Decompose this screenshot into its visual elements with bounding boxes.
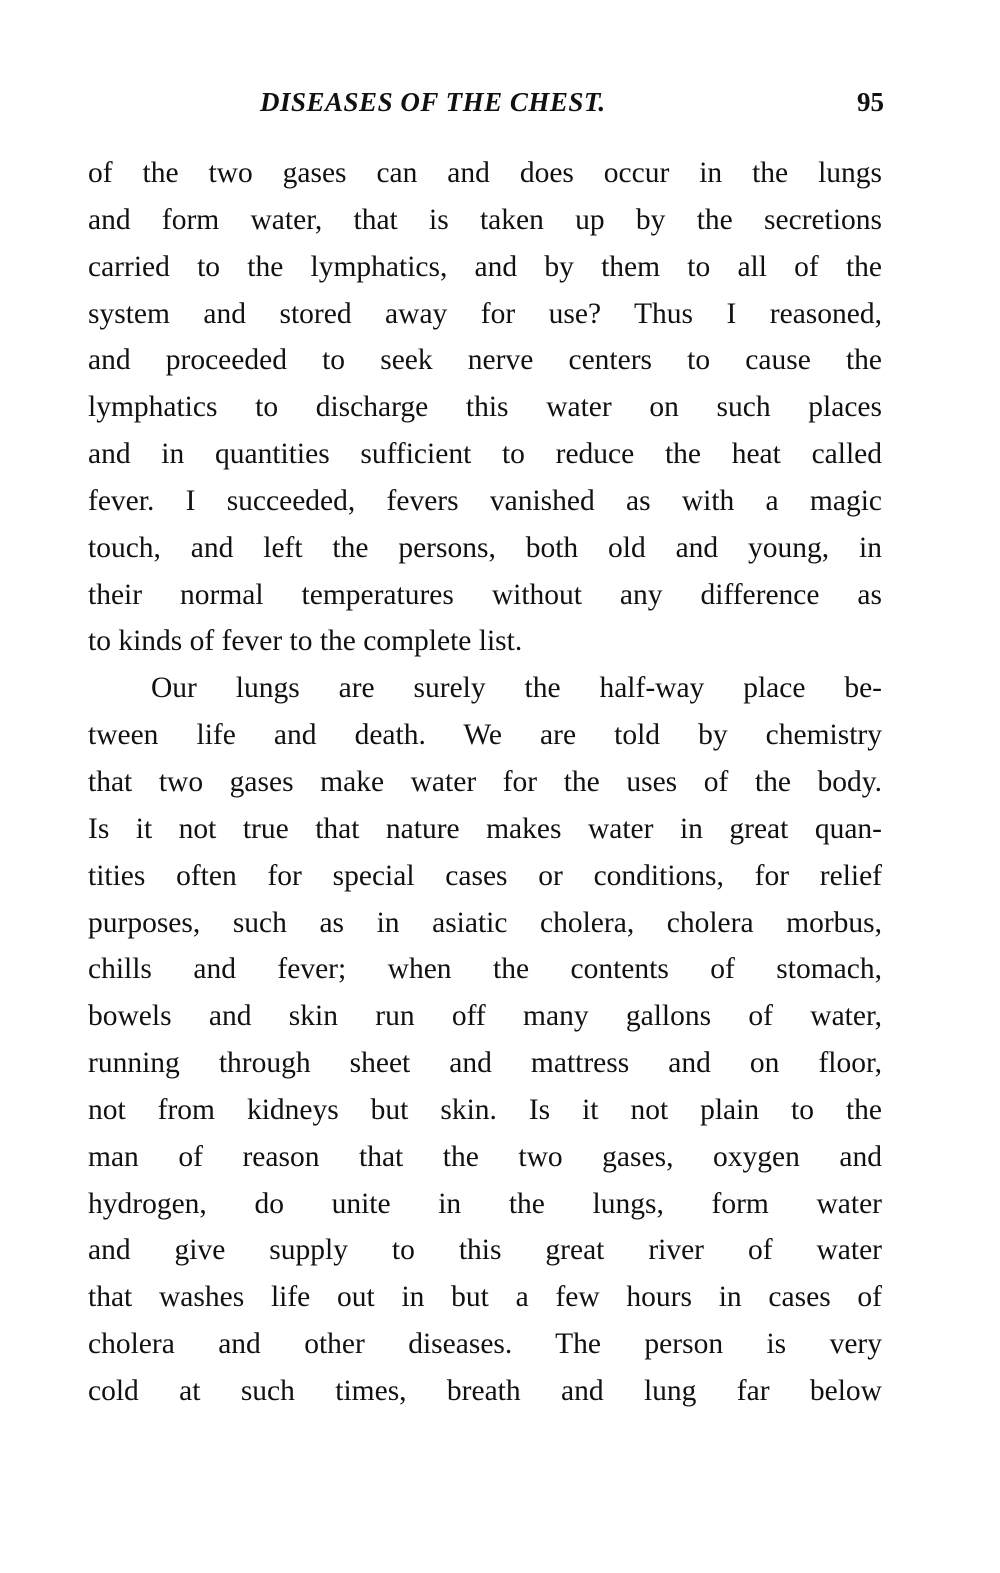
- page-number: 95: [857, 87, 884, 117]
- text-line: of the two gases can and does occur in the lungs: [88, 157, 882, 189]
- text-line: and give supply to this great river of water: [88, 1234, 882, 1267]
- paragraph-1: [88, 150, 882, 665]
- text-line: bowels and skin run off many gallons of water,: [88, 1000, 882, 1033]
- text-line: cold at such times, breath and lung far below: [88, 1374, 882, 1407]
- text-line: cholera and other diseases. The person is very: [88, 1328, 882, 1361]
- text-line: and form water, that is taken up by the secretions: [88, 203, 882, 236]
- text-line: purposes, such as in asiatic cholera, cholera morbus,: [88, 906, 882, 939]
- text-line: touch, and left the persons, both old and young, in: [88, 531, 882, 564]
- text-line: tween life and death. We are told by chemistry: [88, 719, 882, 752]
- running-title: DISEASES OF THE CHEST.: [260, 87, 606, 117]
- text-line: lymphatics to discharge this water on such places: [88, 391, 882, 424]
- running-head: [88, 82, 884, 122]
- text-line: not from kidneys but skin. Is it not plain to the: [88, 1093, 882, 1126]
- text-line: fever. I succeeded, fevers vanished as with a magic: [88, 484, 882, 517]
- body-text: [88, 150, 882, 1415]
- text-line: running through sheet and mattress and on floor,: [88, 1047, 882, 1080]
- text-line: Our lungs are surely the half-way place be-: [151, 672, 882, 705]
- text-line: tities often for special cases or conditions, for relief: [88, 859, 882, 892]
- text-line: and in quantities sufficient to reduce the heat called: [88, 438, 882, 471]
- text-line: Is it not true that nature makes water in great quan-: [88, 812, 882, 845]
- text-line: and proceeded to seek nerve centers to cause the: [88, 344, 882, 377]
- text-line: system and stored away for use? Thus I reasoned,: [88, 297, 882, 330]
- text-line: that two gases make water for the uses of the body.: [88, 765, 882, 798]
- paragraph-2: [88, 665, 882, 1415]
- text-line: man of reason that the two gases, oxygen and: [88, 1140, 882, 1173]
- text-line: to kinds of fever to the complete list.: [88, 625, 523, 658]
- text-line: carried to the lymphatics, and by them to all of the: [88, 250, 882, 283]
- text-line: their normal temperatures without any difference as: [88, 578, 882, 611]
- text-line: hydrogen, do unite in the lungs, form water: [88, 1187, 882, 1220]
- text-line: that washes life out in but a few hours in cases of: [88, 1281, 882, 1314]
- text-line: chills and fever; when the contents of stomach,: [88, 953, 882, 986]
